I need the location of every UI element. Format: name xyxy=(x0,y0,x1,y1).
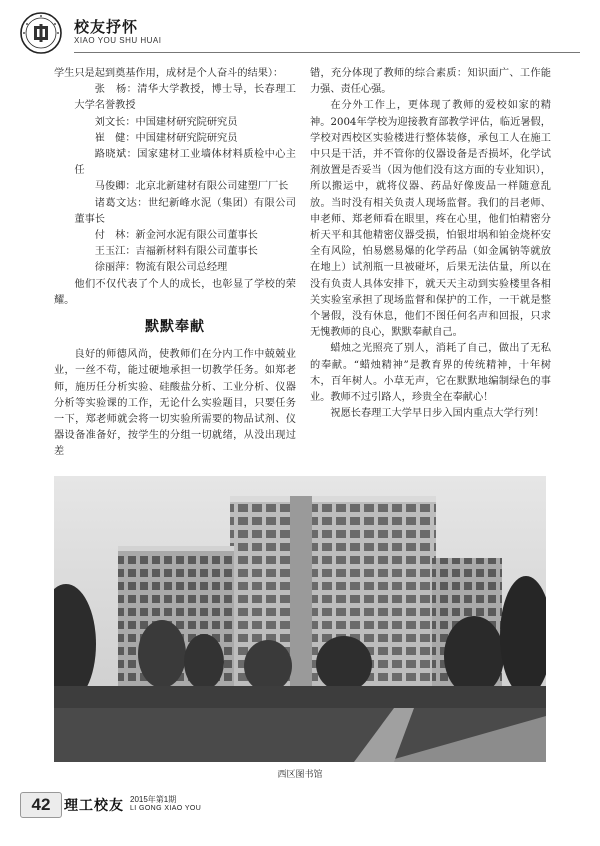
alumni-item: 路晓斌：国家建材工业墙体材料质检中心主任 xyxy=(74,149,296,177)
magazine-title: 理工校友 xyxy=(64,798,124,814)
alumni-item: 诸葛文达：世纪新峰水泥（集团）有限公司董事长 xyxy=(74,197,296,225)
alumni-item: 刘文长：中国建材研究院研究员 xyxy=(94,116,238,128)
library-photo xyxy=(54,476,546,762)
alumni-item: 徐丽萍：物流有限公司总经理 xyxy=(94,262,228,274)
paragraph: 在分外工作上，更体现了教师的爱校如家的精神。2004年学校为迎接教育部教学评估，临近暑假，学校对西校区实验楼进行整体装修，承包工人在施工中只是干活，并不管你的仪器设备是否损坏，化学试剂放置是否妥当（因为他们没有这方面的专业知识），所以搬运中，就将仪器、药品好像废品一样随意乱放。当时没有相关负责人现场监督。我们的吕老师、申老师、郑老师看在眼里，疼在心里，他们怕精密分析天平和其他精密仪器受损，怕银坩埚和铂金烧杯安全有风险，怕易燃易爆的化学药品（如金属钠等就放在地上）试剂瓶一旦被碰坏，后果无法估量，所以在没有负责人具体安排下，就天天主动到实验楼里各相关实验室承担了现场监督和保护的工作，一干就是整个暑假，没有休息，他们不图任何名声和回报，只求无愧教师的良心，默默奉献自己。 xyxy=(310,100,551,339)
alumni-item: 张 杨：清华大学教授，博士导，长春理工大学名誉教授 xyxy=(74,84,296,112)
left-column xyxy=(54,66,296,461)
alumni-item: 王玉江：吉福新材料有限公司董事长 xyxy=(94,246,258,258)
column-pinyin: XIAO YOU SHU HUAI xyxy=(74,36,162,45)
magazine-issue: 2015年第1期 xyxy=(130,795,177,804)
library-building-illustration xyxy=(54,476,546,762)
closing-text: 他们不仅代表了个人的成长，也彰显了学校的荣耀。 xyxy=(54,278,296,306)
alumni-item: 付 林：新金河水泥有限公司董事长 xyxy=(94,230,258,242)
photo-caption: 西区图书馆 xyxy=(277,770,323,780)
header-divider xyxy=(74,52,580,53)
page-number: 42 xyxy=(20,792,62,818)
paragraph-continuation: 错，充分体现了教师的综合素质：知识面广、工作能力强、责任心强。 xyxy=(310,68,551,96)
magazine-pinyin: LI GONG XIAO YOU xyxy=(130,805,202,812)
paragraph: 祝愿长春理工大学早日步入国内重点大学行列！ xyxy=(330,408,545,420)
university-seal-icon xyxy=(20,12,62,54)
alumni-item: 崔 健：中国建材研究院研究员 xyxy=(94,132,238,144)
page-footer xyxy=(20,792,580,832)
section-title: 默默奉献 xyxy=(145,319,205,336)
alumni-item: 马俊卿：北京北新建材有限公司建塑厂厂长 xyxy=(94,181,289,193)
right-column xyxy=(310,66,551,422)
paragraph: 蜡烛之光照亮了别人，消耗了自己，做出了无私的奉献。“蜡烛精神”是教育界的传统精神，十年树木，百年树人。小草无声，它在默默地编制绿色的事业。教师不过引路人，珍贵全在奉献心！ xyxy=(310,343,551,404)
intro-text: 学生只是起到奠基作用，成材是个人奋斗的结果）： xyxy=(54,68,284,79)
page-header xyxy=(20,12,580,56)
column-name: 校友抒怀 xyxy=(74,18,139,36)
section-paragraph: 良好的师德风尚，使教师们在分内工作中兢兢业业，一丝不苟，能过硬地承担一切教学任务。如郑老师，施历任分析实验、硅酸盐分析、工业分析、仪器分析等实验课的工作，无论什么实验题目，只要任务一下，郑老师就会将一切实验所需要的物品试剂、仪器设备准备好，按学生的分组一切就绪，从没出现过差 xyxy=(54,349,296,458)
